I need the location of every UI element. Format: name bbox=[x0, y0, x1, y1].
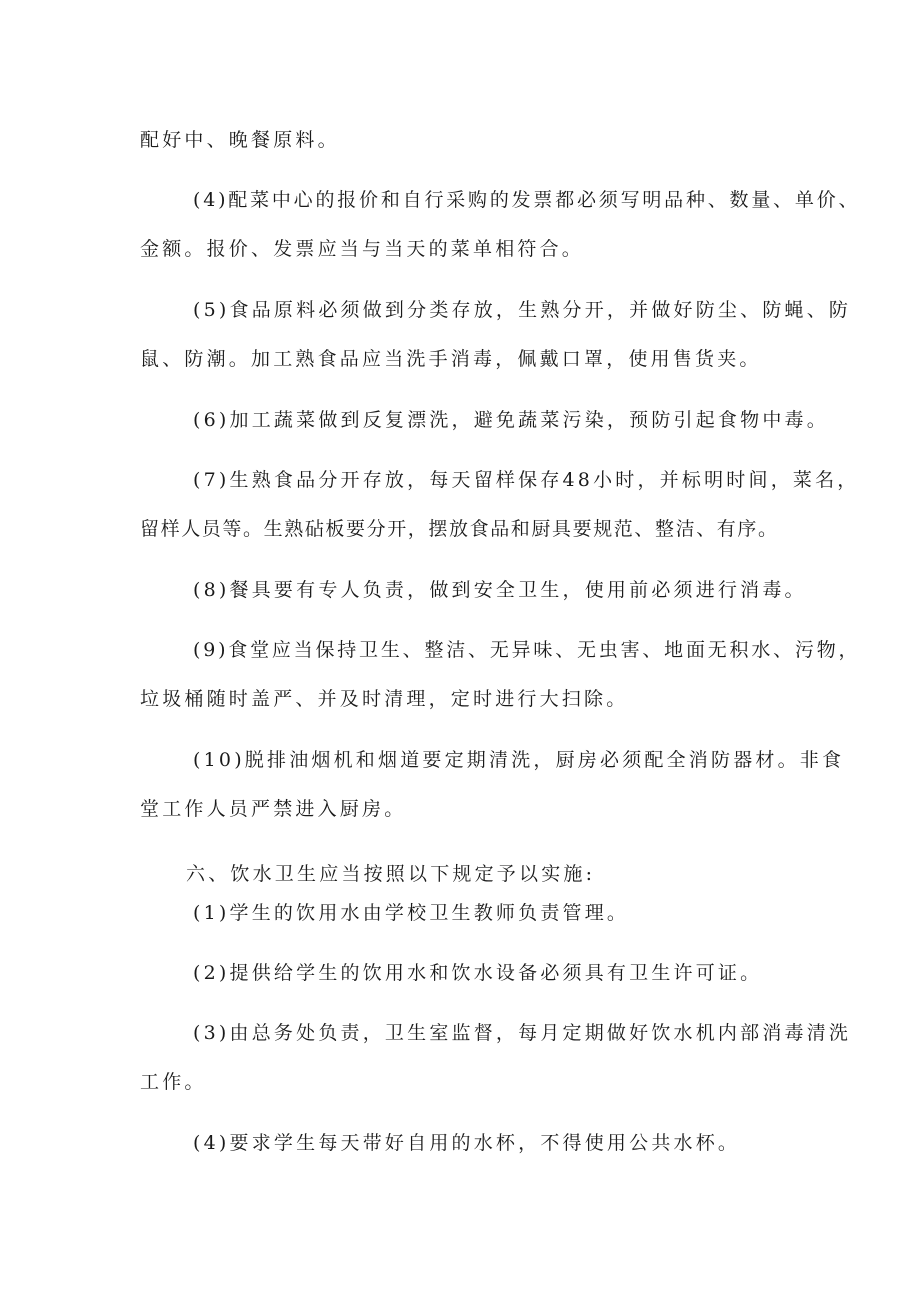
text-line: (4)配菜中心的报价和自行采购的发票都必须写明品种、数量、单价、 bbox=[193, 189, 861, 211]
text-line: (10)脱排油烟机和烟道要定期清洗，厨房必须配全消防器材。非食 bbox=[193, 749, 845, 771]
text-line: 留样人员等。生熟砧板要分开，摆放食品和厨具要规范、整洁、有序。 bbox=[140, 518, 779, 540]
text-line: (9)食堂应当保持卫生、整洁、无异味、无虫害、地面无积水、污物， bbox=[193, 639, 861, 661]
text-line: (2)提供给学生的饮用水和饮水设备必须具有卫生许可证。 bbox=[193, 962, 763, 984]
text-line: (8)餐具要有专人负责，做到安全卫生，使用前必须进行消毒。 bbox=[193, 579, 807, 601]
text-line: 垃圾桶随时盖严、并及时清理，定时进行大扫除。 bbox=[140, 688, 629, 710]
text-line: (6)加工蔬菜做到反复漂洗，避免蔬菜污染，预防引起食物中毒。 bbox=[193, 409, 829, 431]
text-line: (3)由总务处负责，卫生室监督，每月定期做好饮水机内部消毒清洗 bbox=[193, 1022, 852, 1044]
text-line: 配好中、晚餐原料。 bbox=[140, 129, 340, 151]
section-heading: 六、饮水卫生应当按照以下规定予以实施: bbox=[186, 863, 596, 885]
text-line: 工作。 bbox=[140, 1071, 207, 1093]
text-line: (5)食品原料必须做到分类存放，生熟分开，并做好防尘、防蝇、防 bbox=[193, 299, 852, 321]
text-line: (7)生熟食品分开存放，每天留样保存48小时，并标明时间，菜名， bbox=[193, 469, 860, 491]
text-line: (4)要求学生每天带好自用的水杯，不得使用公共水杯。 bbox=[193, 1132, 741, 1154]
text-line: (1)学生的饮用水由学校卫生教师负责管理。 bbox=[193, 902, 630, 924]
text-line: 鼠、防潮。加工熟食品应当洗手消毒，佩戴口罩，使用售货夹。 bbox=[140, 348, 762, 370]
text-line: 金额。报价、发票应当与当天的菜单相符合。 bbox=[140, 238, 585, 260]
text-line: 堂工作人员严禁进入厨房。 bbox=[140, 798, 407, 820]
